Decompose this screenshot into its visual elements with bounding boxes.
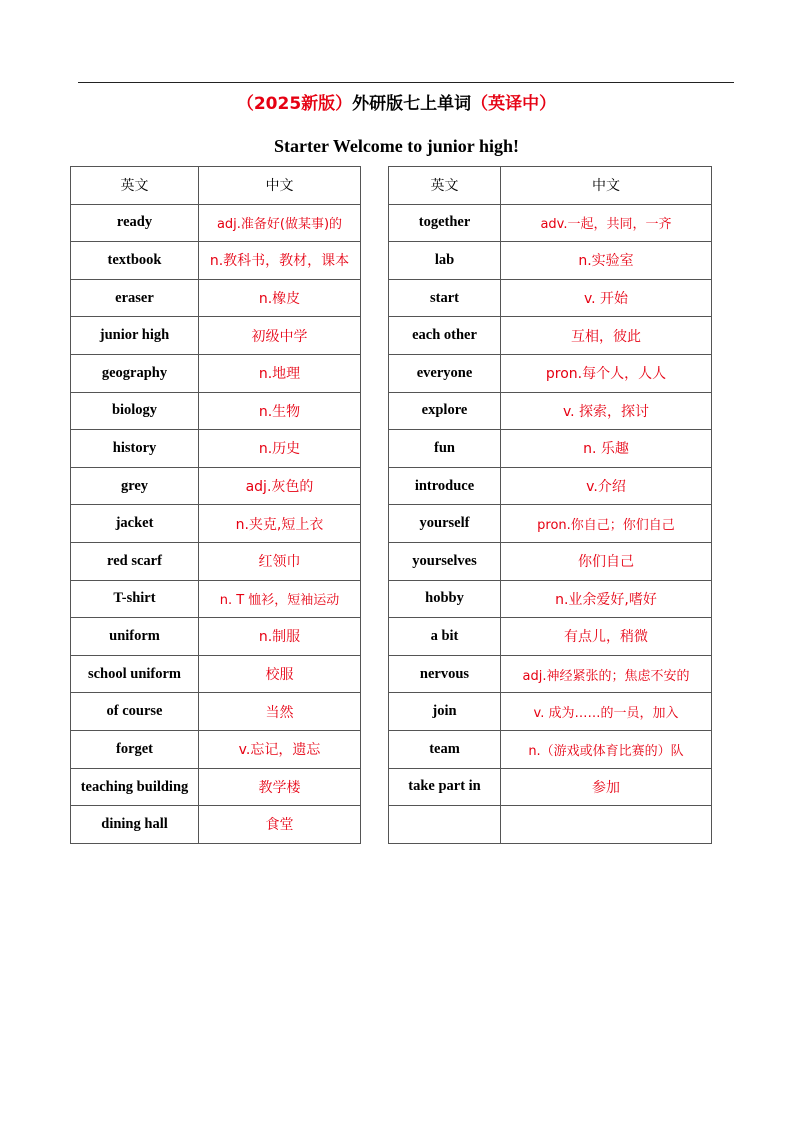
english-word-cell: grey [71,467,199,505]
table-row [71,580,712,618]
english-word-cell: school uniform [71,655,199,693]
chinese-meaning-cell: n. T 恤衫，短袖运动 [199,580,361,618]
english-word-cell: each other [389,317,501,355]
chinese-meaning-cell: v.介绍 [501,467,712,505]
table-row [71,392,712,430]
column-gap [361,167,389,844]
chinese-meaning-cell: v. 成为……的一员，加入 [501,693,712,731]
english-word-cell: explore [389,392,501,430]
english-word-cell: eraser [71,279,199,317]
chinese-meaning-cell: n.夹克,短上衣 [199,505,361,543]
english-word-cell: forget [71,730,199,768]
chinese-meaning-cell: adj.神经紧张的；焦虑不安的 [501,655,712,693]
chinese-meaning-cell: 互相，彼此 [501,317,712,355]
table-row [71,768,712,806]
chinese-meaning-cell: 食堂 [199,806,361,844]
english-word-cell: yourself [389,505,501,543]
english-word-cell: join [389,693,501,731]
english-word-cell: a bit [389,618,501,656]
chinese-meaning-cell: 你们自己 [501,542,712,580]
chinese-meaning-cell: pron.每个人，人人 [501,354,712,392]
chinese-meaning-cell: adj.准备好(做某事)的 [199,204,361,242]
chinese-meaning-cell: 有点儿，稍微 [501,618,712,656]
table-row [71,542,712,580]
english-word-cell: junior high [71,317,199,355]
english-word-cell: introduce [389,467,501,505]
title-main: 外研版七上单词 [352,94,472,114]
unit-title: Starter Welcome to junior high! [274,136,519,156]
english-word-cell: uniform [71,618,199,656]
chinese-meaning-cell: 当然 [199,693,361,731]
english-word-cell: jacket [71,505,199,543]
english-word-cell: teaching building [71,768,199,806]
chinese-meaning-cell: n.制服 [199,618,361,656]
english-word-cell: of course [71,693,199,731]
table-row [71,655,712,693]
english-word-cell: ready [71,204,199,242]
chinese-meaning-cell: n.橡皮 [199,279,361,317]
chinese-meaning-cell: 教学楼 [199,768,361,806]
table-row [71,467,712,505]
chinese-meaning-cell: 初级中学 [199,317,361,355]
chinese-meaning-cell: n.（游戏或体育比赛的）队 [501,730,712,768]
page-title [0,92,793,116]
english-word-cell: everyone [389,354,501,392]
header-rule [78,82,734,83]
header-en-left: 英文 [71,167,199,205]
table-row [71,730,712,768]
chinese-meaning-cell: v. 探索，探讨 [501,392,712,430]
header-zh-left: 中文 [199,167,361,205]
english-word-cell: hobby [389,580,501,618]
chinese-meaning-cell: adj.灰色的 [199,467,361,505]
vocabulary-table [70,166,712,844]
table-row [71,279,712,317]
table-row [71,354,712,392]
table-row [71,693,712,731]
english-word-cell: geography [71,354,199,392]
english-word-cell: yourselves [389,542,501,580]
english-word-cell: red scarf [71,542,199,580]
chinese-meaning-cell: adv.一起，共同，一齐 [501,204,712,242]
chinese-meaning-cell: v. 开始 [501,279,712,317]
table-header-row [71,167,712,205]
english-word-cell: team [389,730,501,768]
table-row [71,505,712,543]
chinese-meaning-cell: pron.你自己；你们自己 [501,505,712,543]
chinese-meaning-cell: n.业余爱好,嗜好 [501,580,712,618]
english-word-cell: lab [389,242,501,280]
chinese-meaning-cell: n.实验室 [501,242,712,280]
english-word-cell: history [71,430,199,468]
chinese-meaning-cell: 红领巾 [199,542,361,580]
chinese-meaning-cell: 校服 [199,655,361,693]
table-row [71,618,712,656]
chinese-meaning-cell: 参加 [501,768,712,806]
english-word-cell: start [389,279,501,317]
english-word-cell: dining hall [71,806,199,844]
chinese-meaning-cell: n.地理 [199,354,361,392]
english-word-cell: take part in [389,768,501,806]
english-word-cell: biology [71,392,199,430]
title-prefix: （2025新版） [236,94,353,114]
chinese-meaning-cell: n.生物 [199,392,361,430]
title-suffix: （英译中） [471,94,557,114]
table-row [71,204,712,242]
chinese-meaning-cell: v.忘记，遗忘 [199,730,361,768]
table-row [71,242,712,280]
english-word-cell: T-shirt [71,580,199,618]
english-word-cell: nervous [389,655,501,693]
header-zh-right: 中文 [501,167,712,205]
table-row [71,806,712,844]
english-word-cell: textbook [71,242,199,280]
header-en-right: 英文 [389,167,501,205]
chinese-meaning-cell [501,806,712,844]
table-row [71,430,712,468]
english-word-cell: together [389,204,501,242]
chinese-meaning-cell: n. 乐趣 [501,430,712,468]
table-row [71,317,712,355]
chinese-meaning-cell: n.教科书，教材，课本 [199,242,361,280]
english-word-cell: fun [389,430,501,468]
chinese-meaning-cell: n.历史 [199,430,361,468]
english-word-cell [389,806,501,844]
